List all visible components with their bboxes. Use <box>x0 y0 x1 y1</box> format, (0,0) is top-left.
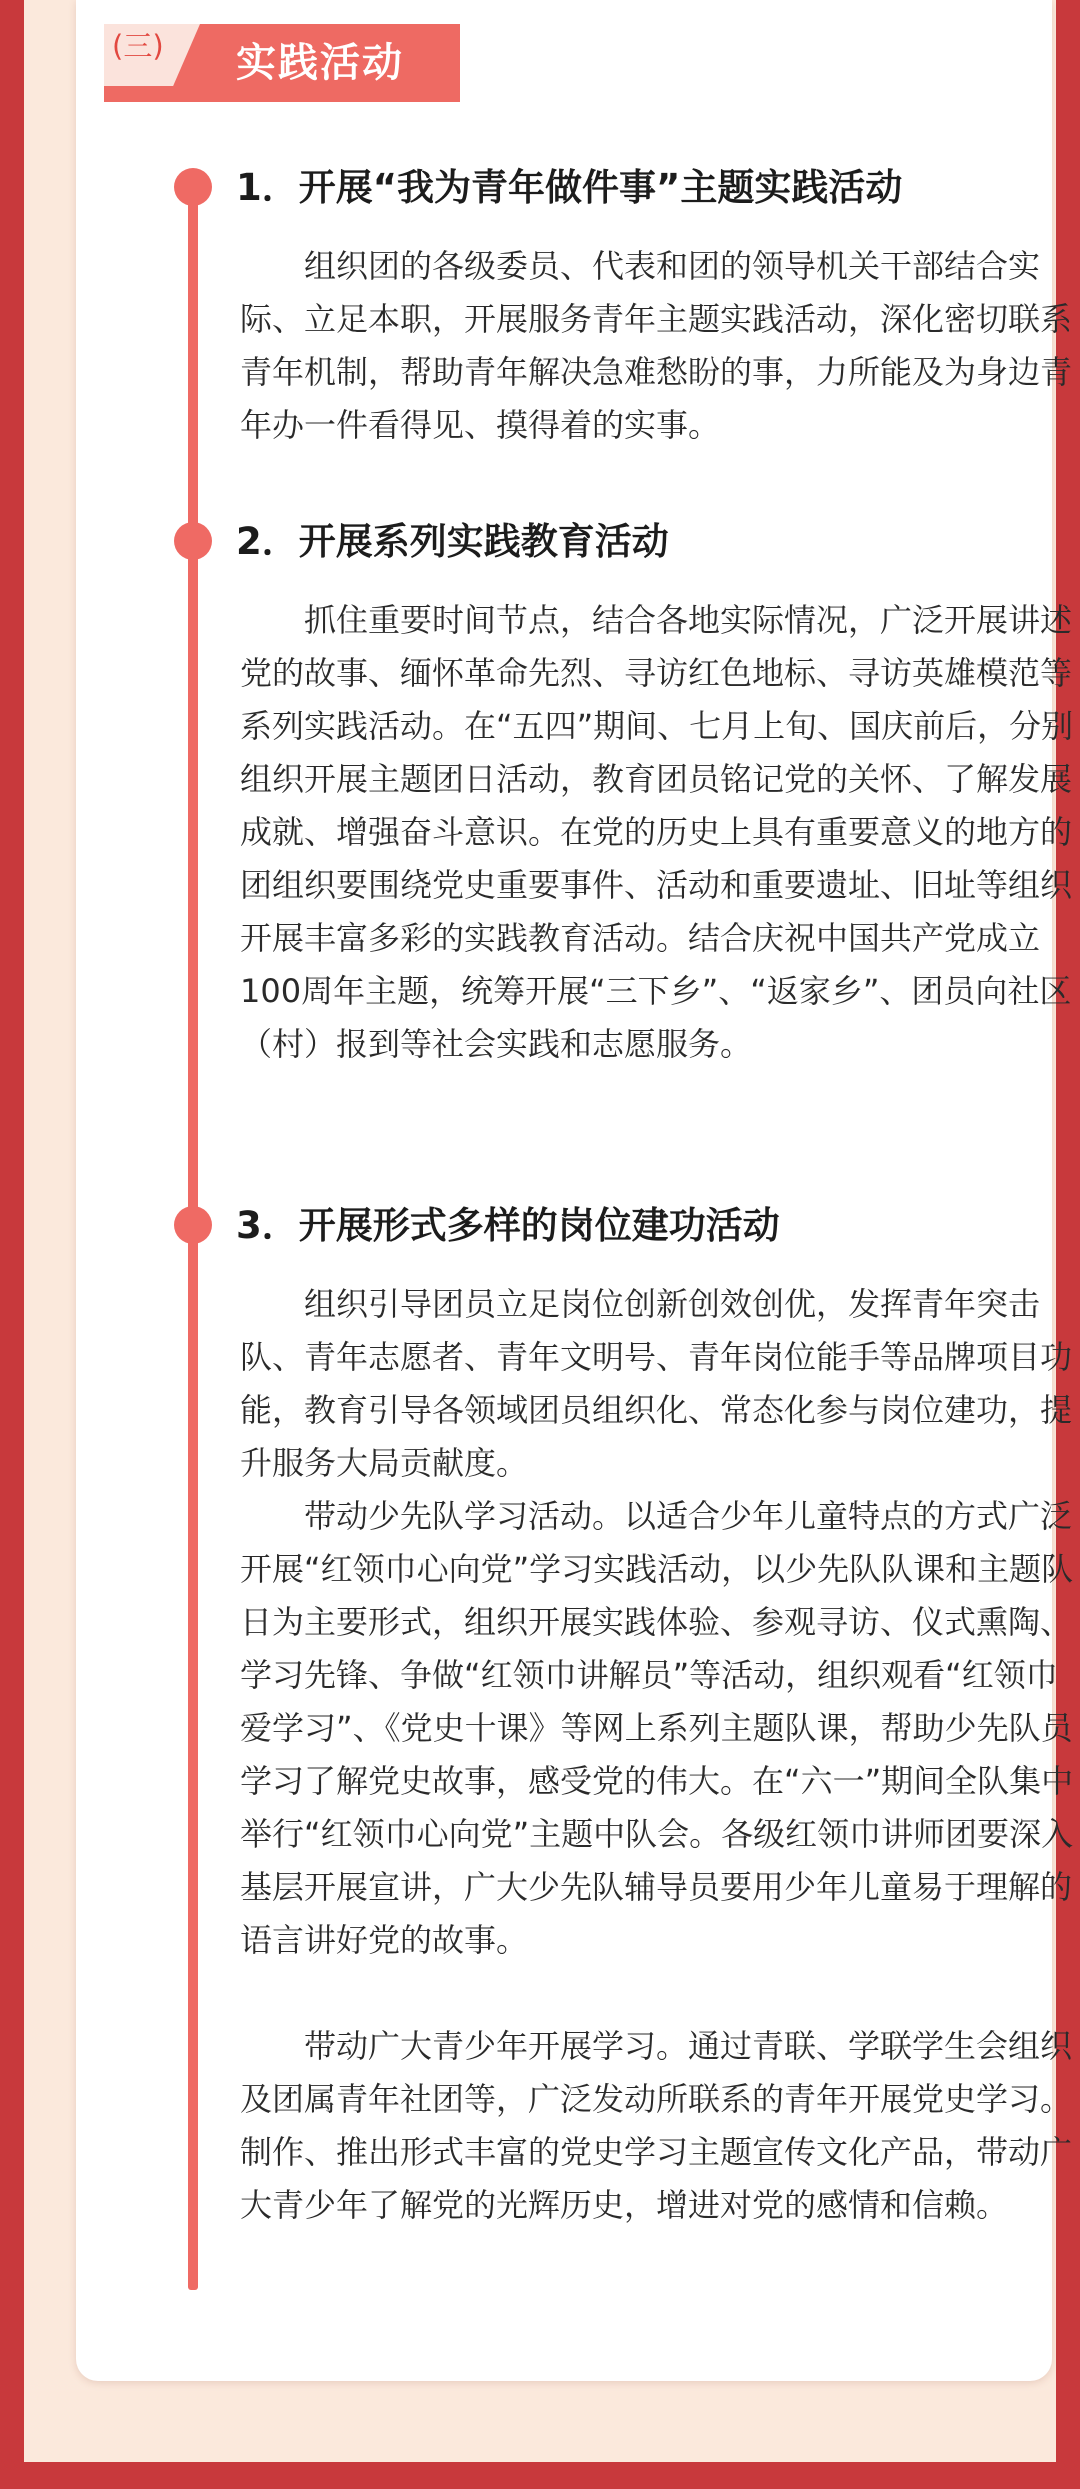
item-3-paragraph-1: 组织引导团员立足岗位创新创效创优，发挥青年突击队、青年志愿者、青年文明号、青年岗位能手等品牌项目功能，教育引导各领域团员组织化、常态化参与岗位建功，提升服务大局贡献度。 <box>240 1285 1073 1482</box>
item-1-paragraph-1: 组织团的各级委员、代表和团的领导机关干部结合实际、立足本职，开展服务青年主题实践活动，深化密切联系青年机制，帮助青年解决急难愁盼的事，力所能及为身边青年办一件看得见、摸得着的实事。 <box>240 247 1073 444</box>
page-frame <box>24 0 1074 2462</box>
timeline-dot-3 <box>174 1206 212 1244</box>
section-number: (三) <box>112 29 164 63</box>
timeline-dot-1 <box>174 168 212 206</box>
item-3-heading: 3．开展形式多样的岗位建功活动 <box>236 1204 780 1247</box>
content-card <box>76 0 1074 2381</box>
item-2-paragraph-1: 抓住重要时间节点，结合各地实际情况，广泛开展讲述党的故事、缅怀革命先烈、寻访红色地标、寻访英雄模范等系列实践活动。在“五四”期间、七月上旬、国庆前后，分别组织开展主题团日活动，教育团员铭记党的关怀、了解发展成就、增强奋斗意识。在党的历史上具有重要意义的地方的团组织要围绕党史重要事件、活动和重要遗址、旧址等组织开展丰富多彩的实践教育活动。结合庆祝中国共产党成立100周年主题，统筹开展“三下乡”、“返家乡”、团员向社区（村）报到等社会实践和志愿服务。 <box>240 601 1074 1063</box>
item-3-paragraph-2: 带动少先队学习活动。以适合少年儿童特点的方式广泛开展“红领巾心向党”学习实践活动，以少先队队课和主题队日为主要形式，组织开展实践体验、参观寻访、仪式熏陶、学习先锋、争做“红领巾讲解员”等活动，组织观看“红领巾爱学习”、《党史十课》等网上系列主题队课，帮助少先队员学习了解党史故事，感受党的伟大。在“六一”期间全队集中举行“红领巾心向党”主题中队会。各级红领巾讲师团要深入基层开展宣讲，广大少先队辅导员要用少年儿童易于理解的语言讲好党的故事。 <box>240 1497 1074 1959</box>
timeline-dot-2 <box>174 522 212 560</box>
section-title: 实践活动 <box>236 40 404 86</box>
item-2-heading: 2．开展系列实践教育活动 <box>236 520 669 563</box>
item-3-paragraph-3: 带动广大青少年开展学习。通过青联、学联学生会组织及团属青年社团等，广泛发动所联系的青年开展党史学习。制作、推出形式丰富的党史学习主题宣传文化产品，带动广大青少年了解党的光辉历史，增进对党的感情和信赖。 <box>240 2027 1073 2224</box>
item-1-heading: 1．开展“我为青年做件事”主题实践活动 <box>236 166 903 209</box>
